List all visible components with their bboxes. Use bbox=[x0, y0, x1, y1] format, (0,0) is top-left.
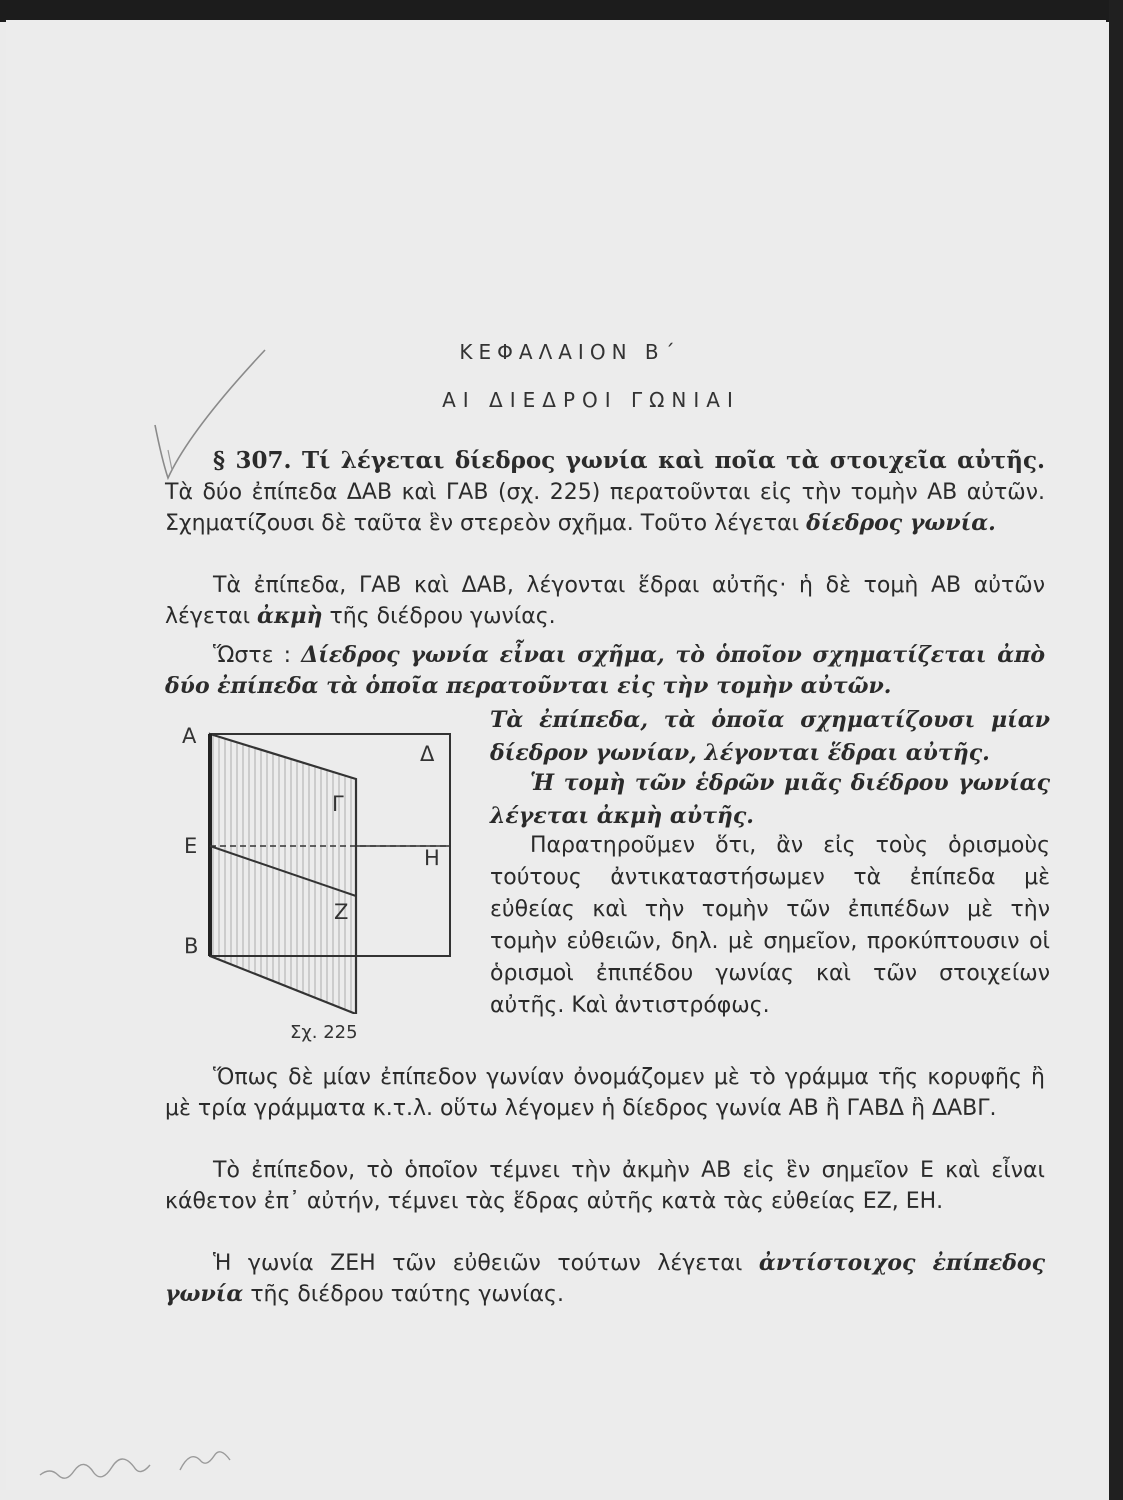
chapter-title: ΑΙ ΔΙΕΔΡΟΙ ΓΩΝΙΑΙ bbox=[442, 388, 740, 412]
section-heading: § 307. Τί λέγεται δίεδρος γωνία καὶ ποῖα τὰ στοιχεῖα αὐτῆς. bbox=[213, 447, 1045, 474]
paragraph-text: τῆς διέδρου γωνίας. bbox=[329, 604, 556, 629]
dihedral-angle-diagram bbox=[180, 724, 460, 1014]
vertex-label: Γ bbox=[332, 792, 344, 816]
section-paragraph-5: Τὸ ἐπίπεδον, τὸ ὁποῖον τέμνει τὴν ἀκμὴν ΑΒ εἰς ἓν σημεῖον Ε καὶ εἶναι κάθετον ἐπ᾽ αὐτήν, τέμνει τὰς ἕδρας αὐτῆς κατὰ τὰς εὐθείας ΕΖ, ΕΗ. bbox=[165, 1158, 1045, 1214]
definition-2 bbox=[490, 704, 1050, 770]
scan-top-border bbox=[0, 0, 1123, 22]
term-dihedral-angle: δίεδρος γωνία. bbox=[806, 510, 996, 536]
definition-lead: Ὥστε : bbox=[213, 643, 292, 668]
vertex-label: Δ bbox=[420, 742, 435, 766]
paragraph-text: Τὰ δύο ἐπίπεδα ΔΑΒ καὶ ΓΑΒ (σχ. 225) περατοῦνται εἰς τὴν τομὴν ΑΒ αὐτῶν. Σχηματίζουσι δὲ ταῦτα ἓν στερεὸν σχῆμα. Τοῦτο λέγεται bbox=[165, 480, 1045, 536]
vertex-label: Α bbox=[182, 724, 197, 748]
definition-3 bbox=[490, 767, 1050, 833]
chapter-label: ΚΕΦΑΛΑΙΟΝ Β΄ bbox=[459, 340, 681, 364]
paragraph-text: Ἡ γωνία ΖΕΗ τῶν εὐθειῶν τούτων λέγεται bbox=[213, 1251, 743, 1276]
figure-caption: Σχ. 225 bbox=[290, 1022, 358, 1043]
section-paragraph-2 bbox=[165, 570, 1045, 632]
paragraph-text: τῆς διέδρου ταύτης γωνίας. bbox=[250, 1282, 564, 1307]
scan-right-border bbox=[1109, 0, 1123, 1500]
vertex-label: Ζ bbox=[334, 900, 349, 924]
pencil-scribble bbox=[30, 1430, 270, 1490]
section-paragraph-6 bbox=[165, 1248, 1045, 1310]
vertex-label: Η bbox=[424, 846, 440, 870]
term-corresponding-plane-angle: ἀντίστοιχος ἐπίπεδος γωνία bbox=[165, 1250, 1046, 1307]
paragraph-text: Τὰ ἐπίπεδα, ΓΑΒ καὶ ΔΑΒ, λέγονται ἕδραι αὐτῆς· ἡ δὲ τομὴ ΑΒ αὐτῶν λέγεται bbox=[165, 573, 1045, 629]
vertex-label: Β bbox=[184, 934, 199, 958]
section-paragraph-1 bbox=[165, 445, 1045, 539]
definition-text: Δίεδρος γωνία εἶναι σχῆμα, τὸ ὁποῖον σχηματίζεται ἀπὸ δύο ἐπίπεδα τὰ ὁποῖα περατοῦνται εἰς τὴν τομὴν αὐτῶν. bbox=[165, 642, 1046, 699]
definition-1 bbox=[165, 640, 1045, 702]
definition-text: Τὰ ἐπίπεδα, τὰ ὁποῖα σχηματίζουσι μίαν δίεδρον γωνίαν, λέγονται ἕδραι αὐτῆς. bbox=[490, 707, 1050, 766]
figure-225 bbox=[180, 724, 460, 1014]
section-paragraph-4: Ὅπως δὲ μίαν ἐπίπεδον γωνίαν ὀνομάζομεν μὲ τὸ γράμμα τῆς κορυφῆς ἢ μὲ τρία γράμματα κ.τ.λ. οὕτω λέγομεν ἡ δίεδρος γωνία ΑΒ ἢ ΓΑΒΔ ἢ ΔΑΒΓ. bbox=[165, 1065, 1045, 1121]
term-edge: ἀκμὴ bbox=[257, 603, 323, 629]
definition-text: Ἡ τομὴ τῶν ἑδρῶν μιᾶς διέδρου γωνίας λέγεται ἀκμὴ αὐτῆς. bbox=[490, 770, 1050, 829]
section-paragraph-3: Παρατηροῦμεν ὅτι, ἂν εἰς τοὺς ὁρισμοὺς τούτους ἀντικαταστήσωμεν τὰ ἐπίπεδα μὲ εὐθείας καὶ τὴν τομὴν τῶν ἐπιπέδων μὲ τὴν τομὴν εὐθειῶν, δηλ. μὲ σημεῖον, προκύπτουσιν οἱ ὁρισμοὶ ἐπιπέδου γωνίας καὶ τῶν στοιχείων αὐτῆς. Καὶ ἀντιστρόφως. bbox=[490, 833, 1050, 1018]
vertex-label: Ε bbox=[184, 834, 198, 858]
